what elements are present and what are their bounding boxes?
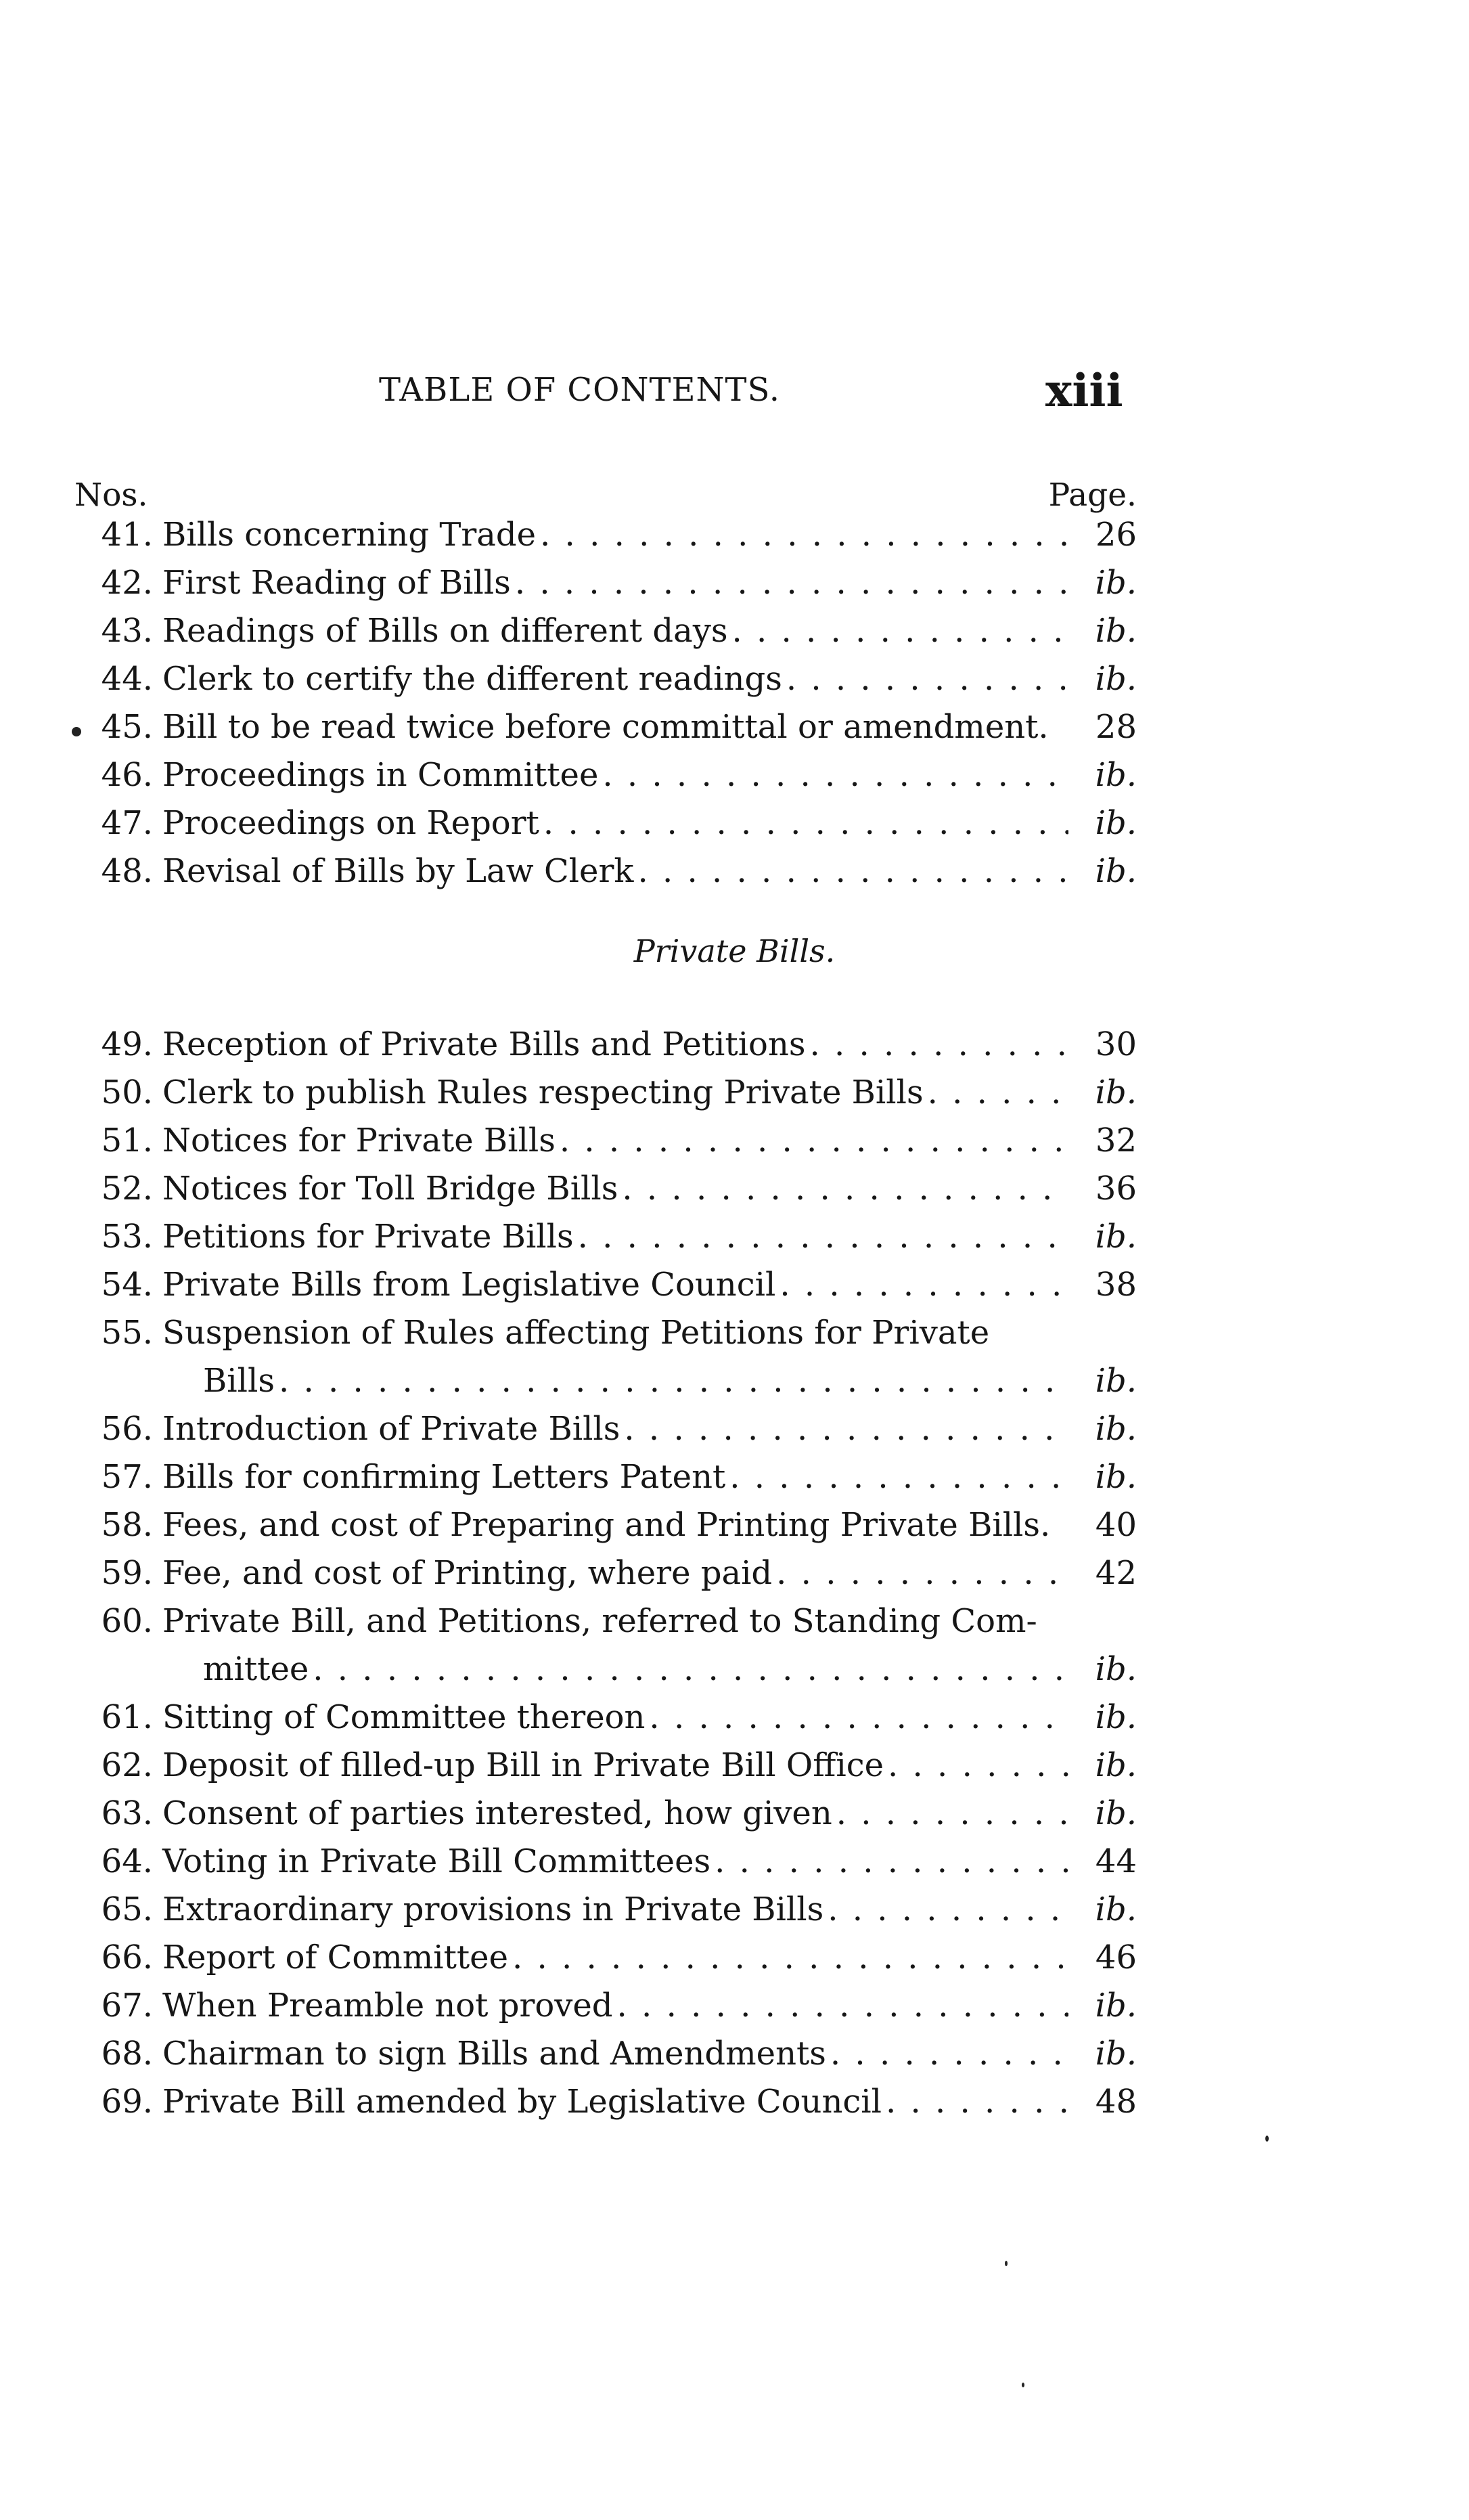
- dot-leader: [830, 2030, 1068, 2078]
- entry-page: 28: [1095, 708, 1137, 746]
- entry-number: 62.: [101, 1746, 153, 1784]
- contents-entry: [95, 1549, 1137, 1597]
- entry-title-continuation: Bills: [203, 1362, 275, 1400]
- entry-page: ib.: [1095, 1794, 1137, 1832]
- entry-page: ib.: [1095, 804, 1137, 842]
- entry-title: Revisal of Bills by Law Clerk: [162, 852, 634, 890]
- dot-leader: [886, 2078, 1068, 2126]
- dot-leader: [637, 847, 1068, 896]
- entry-number: 64.: [101, 1842, 153, 1880]
- entry-title: Deposit of filled-up Bill in Private Bill Office: [162, 1746, 884, 1784]
- entry-number: 41.: [101, 516, 153, 554]
- dot-leader: [731, 607, 1068, 655]
- entry-page: ib.: [1095, 660, 1137, 698]
- section-heading-private-bills: Private Bills.: [633, 933, 836, 969]
- dot-leader: [715, 1838, 1068, 1886]
- entry-title: Extraordinary provisions in Private Bills: [162, 1891, 824, 1928]
- running-title: TABLE OF CONTENTS.: [379, 371, 780, 409]
- entry-page: ib.: [1095, 1746, 1137, 1784]
- dot-leader: [515, 559, 1068, 607]
- dot-leader: [313, 1645, 1068, 1694]
- contents-list-general: [95, 511, 1137, 896]
- entry-number: 44.: [101, 660, 153, 698]
- entry-title: Introduction of Private Bills: [162, 1410, 620, 1448]
- contents-entry: [95, 1597, 1137, 1694]
- entry-number: 53.: [101, 1218, 153, 1256]
- dot-leader: [279, 1357, 1068, 1405]
- entry-number: 68.: [101, 2035, 153, 2073]
- contents-entry: [95, 1069, 1137, 1117]
- entry-number: 58.: [101, 1506, 153, 1544]
- dot-leader: [779, 1261, 1068, 1309]
- dot-leader: [543, 799, 1068, 847]
- contents-entry: [95, 511, 1137, 559]
- contents-entry: [95, 703, 1137, 751]
- dot-leader: [888, 1742, 1068, 1790]
- entry-number: 48.: [101, 852, 153, 890]
- entry-number: 63.: [101, 1794, 153, 1832]
- entry-title: Reception of Private Bills and Petitions: [162, 1025, 806, 1063]
- contents-entry: [95, 607, 1137, 655]
- entry-number: 55.: [101, 1314, 153, 1352]
- dot-leader: [786, 655, 1068, 703]
- entry-page: ib.: [1095, 1074, 1137, 1111]
- entry-title: Fees, and cost of Preparing and Printing Private Bills.: [162, 1506, 1051, 1544]
- page-header: [0, 364, 1469, 432]
- entry-page: ib.: [1095, 1410, 1137, 1448]
- entry-title: Consent of parties interested, how given: [162, 1794, 832, 1832]
- entry-page: ib.: [1095, 1362, 1137, 1400]
- ink-mark: [1005, 2261, 1008, 2266]
- contents-entry: [95, 1165, 1137, 1213]
- entry-title: Chairman to sign Bills and Amendments: [162, 2035, 826, 2073]
- contents-entry: [95, 1982, 1137, 2030]
- dot-leader: [617, 1982, 1068, 2030]
- entry-number: 69.: [101, 2083, 153, 2121]
- entry-title: Fee, and cost of Printing, where paid: [162, 1554, 773, 1592]
- entry-title: Bills concerning Trade: [162, 516, 537, 554]
- entry-number: 67.: [101, 1987, 153, 2025]
- entry-page: 30: [1095, 1025, 1137, 1063]
- entry-page: ib.: [1095, 1987, 1137, 2025]
- entry-title: Notices for Toll Bridge Bills: [162, 1170, 618, 1208]
- contents-entry: [95, 1501, 1137, 1549]
- dot-leader: [624, 1405, 1068, 1453]
- contents-entry: [95, 1261, 1137, 1309]
- page-column-heading: Page.: [1048, 477, 1137, 514]
- entry-page: ib.: [1095, 1891, 1137, 1928]
- dot-leader: [809, 1021, 1068, 1069]
- entry-title: Proceedings in Committee: [162, 756, 599, 794]
- entry-page: 36: [1095, 1170, 1137, 1208]
- entry-number: 50.: [101, 1074, 153, 1111]
- entry-page: ib.: [1095, 1650, 1137, 1688]
- contents-entry: [95, 847, 1137, 896]
- contents-entry: [95, 1934, 1137, 1982]
- contents-entry: [95, 559, 1137, 607]
- contents-entry: [95, 751, 1137, 799]
- dot-leader: [729, 1453, 1068, 1501]
- dot-leader: [540, 511, 1068, 559]
- entry-number: 43.: [101, 612, 153, 650]
- entry-page: 44: [1095, 1842, 1137, 1880]
- entry-page: 32: [1095, 1122, 1137, 1159]
- entry-number: 59.: [101, 1554, 153, 1592]
- entry-page: ib.: [1095, 852, 1137, 890]
- contents-entry: [95, 1838, 1137, 1886]
- contents-entry: [95, 1021, 1137, 1069]
- dot-leader: [560, 1117, 1068, 1165]
- contents-entry: [95, 1405, 1137, 1453]
- entry-number: 54.: [101, 1266, 153, 1304]
- dot-leader: [602, 751, 1068, 799]
- entry-page: ib.: [1095, 2035, 1137, 2073]
- entry-page: ib.: [1095, 1218, 1137, 1256]
- entry-title: Bill to be read twice before committal or amendment.: [162, 708, 1049, 746]
- contents-entry: [95, 1694, 1137, 1742]
- entry-title: Readings of Bills on different days: [162, 612, 728, 650]
- entry-number: 51.: [101, 1122, 153, 1159]
- entry-title: Private Bills from Legislative Council: [162, 1266, 776, 1304]
- entry-number: 65.: [101, 1891, 153, 1928]
- entry-number: 61.: [101, 1698, 153, 1736]
- dot-leader: [622, 1165, 1068, 1213]
- dot-leader: [828, 1886, 1068, 1934]
- entry-title-continuation: mittee: [203, 1650, 309, 1688]
- dot-leader: [776, 1549, 1068, 1597]
- entry-title: Sitting of Committee thereon: [162, 1698, 646, 1736]
- contents-entry: [95, 2078, 1137, 2126]
- entry-number: 57.: [101, 1458, 153, 1496]
- dot-leader: [578, 1213, 1068, 1261]
- entry-page: 26: [1095, 516, 1137, 554]
- entry-page: 42: [1095, 1554, 1137, 1592]
- entry-page: 40: [1095, 1506, 1137, 1544]
- ink-mark: [1022, 2383, 1024, 2387]
- entry-page: 48: [1095, 2083, 1137, 2121]
- entry-title: Private Bill amended by Legislative Council: [162, 2083, 882, 2121]
- entry-number: 42.: [101, 564, 153, 602]
- contents-entry: [95, 1886, 1137, 1934]
- entry-number: 46.: [101, 756, 153, 794]
- dot-leader: [649, 1694, 1068, 1742]
- contents-list-private-bills: [95, 1021, 1137, 2126]
- entry-page: ib.: [1095, 564, 1137, 602]
- entry-page: ib.: [1095, 756, 1137, 794]
- entry-number: 45.: [101, 708, 153, 746]
- entry-number: 60.: [101, 1602, 153, 1640]
- dot-leader: [928, 1069, 1068, 1117]
- entry-title: Private Bill, and Petitions, referred to Standing Com-: [162, 1602, 1037, 1640]
- numbers-column-heading: Nos.: [74, 477, 148, 514]
- contents-entry: [95, 1117, 1137, 1165]
- entry-title: Petitions for Private Bills: [162, 1218, 574, 1256]
- contents-entry: [95, 799, 1137, 847]
- ink-mark: [1265, 2136, 1269, 2142]
- entry-number: 56.: [101, 1410, 153, 1448]
- page-number: xiii: [1045, 364, 1123, 417]
- contents-entry: [95, 1742, 1137, 1790]
- entry-title: Voting in Private Bill Committees: [162, 1842, 711, 1880]
- entry-title: Bills for confirming Letters Patent: [162, 1458, 726, 1496]
- entry-title: Clerk to certify the different readings: [162, 660, 782, 698]
- entry-number: 52.: [101, 1170, 153, 1208]
- entry-title: Report of Committee: [162, 1939, 508, 1976]
- contents-entry: [95, 655, 1137, 703]
- contents-entry: [95, 1790, 1137, 1838]
- contents-entry: [95, 1453, 1137, 1501]
- entry-page: ib.: [1095, 1458, 1137, 1496]
- contents-entry: [95, 2030, 1137, 2078]
- dot-leader: [836, 1790, 1068, 1838]
- entry-page: 38: [1095, 1266, 1137, 1304]
- entry-title: Suspension of Rules affecting Petitions for Private: [162, 1314, 990, 1352]
- entry-title: First Reading of Bills: [162, 564, 511, 602]
- dot-leader: [512, 1934, 1068, 1982]
- entry-number: 47.: [101, 804, 153, 842]
- entry-title: Proceedings on Report: [162, 804, 539, 842]
- entry-number: 66.: [101, 1939, 153, 1976]
- ink-mark: [72, 727, 81, 736]
- entry-title: Notices for Private Bills: [162, 1122, 556, 1159]
- contents-entry: [95, 1309, 1137, 1405]
- contents-entry: [95, 1213, 1137, 1261]
- entry-page: ib.: [1095, 1698, 1137, 1736]
- entry-page: ib.: [1095, 612, 1137, 650]
- entry-title: Clerk to publish Rules respecting Private Bills: [162, 1074, 924, 1111]
- entry-title: When Preamble not proved: [162, 1987, 613, 2025]
- entry-page: 46: [1095, 1939, 1137, 1976]
- entry-number: 49.: [101, 1025, 153, 1063]
